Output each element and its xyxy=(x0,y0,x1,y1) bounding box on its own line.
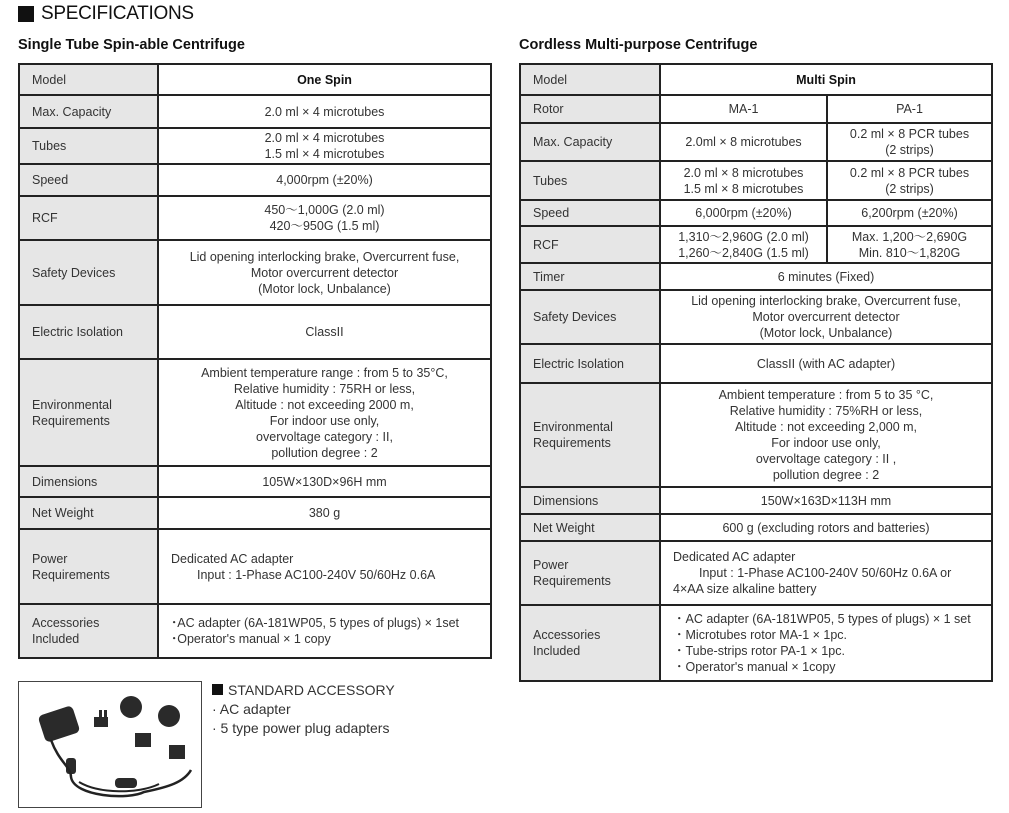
spec-row-tubes xyxy=(520,161,992,200)
spec-value xyxy=(660,64,992,95)
spec-row-max-capacity xyxy=(520,123,992,161)
spec-label: Speed xyxy=(520,200,660,226)
spec-value-line: 1.5 ml × 8 microtubes xyxy=(683,181,804,196)
spec-label: Environmental Requirements xyxy=(520,383,660,487)
spec-value xyxy=(158,240,491,305)
spec-row-speed xyxy=(19,164,491,196)
spec-label: Speed xyxy=(19,164,158,196)
spec-value-line: ClassII (with AC adapter) xyxy=(756,356,896,371)
spec-label: RCF xyxy=(19,196,158,240)
spec-value-line: 1,310～2,960G (2.0 ml) xyxy=(678,229,809,244)
spec-value-line: 450～1,000G (2.0 ml) xyxy=(264,203,385,217)
spec-row-power-requirements xyxy=(19,529,491,604)
spec-value xyxy=(660,344,992,383)
spec-value-line: Input : 1-Phase AC100-240V 50/60Hz 0.6A or xyxy=(699,566,952,580)
spec-row-accessories-included xyxy=(19,604,491,658)
page-title xyxy=(18,3,194,25)
spec-value xyxy=(158,95,491,128)
spec-label: Max. Capacity xyxy=(19,95,158,128)
accessory-item: · 5 type power plug adapters xyxy=(212,720,390,736)
square-bullet-icon xyxy=(212,684,223,695)
spec-value xyxy=(158,128,491,164)
spec-value-line: ・Tube-strips rotor PA-1 × 1pc. xyxy=(673,644,845,658)
spec-value xyxy=(660,200,827,226)
spec-label: Safety Devices xyxy=(19,240,158,305)
spec-value xyxy=(158,529,491,604)
spec-value xyxy=(660,290,992,344)
spec-value-line: pollution degree : 2 xyxy=(772,468,880,482)
spec-row-model xyxy=(520,64,992,95)
spec-row-accessories-included xyxy=(520,605,992,681)
spec-label: Model xyxy=(19,64,158,95)
spec-row-net-weight xyxy=(520,514,992,541)
spec-value xyxy=(660,605,992,681)
accessory-item: · AC adapter xyxy=(212,701,291,717)
spec-row-safety-devices xyxy=(520,290,992,344)
spec-label: Safety Devices xyxy=(520,290,660,344)
spec-value-line: 380 g xyxy=(308,506,341,520)
right-table-heading: Cordless Multi-purpose Centrifuge xyxy=(519,37,758,53)
spec-value-line: 2.0 ml × 8 microtubes xyxy=(683,165,804,180)
spec-value-line: 2.0 ml × 4 microtubes xyxy=(264,131,385,145)
spec-row-rcf xyxy=(19,196,491,240)
spec-value-line: ClassII xyxy=(305,325,344,339)
square-bullet-icon xyxy=(18,6,34,22)
spec-value-line: Input : 1-Phase AC100-240V 50/60Hz 0.6A xyxy=(197,567,436,582)
ac-adapter-photo xyxy=(18,681,202,808)
spec-value xyxy=(158,64,491,95)
spec-label: Accessories Included xyxy=(19,604,158,658)
spec-value-line: 2.0 ml × 4 microtubes xyxy=(264,104,385,119)
spec-value-line: ・AC adapter (6A-181WP05, 5 types of plugs) × 1 set xyxy=(673,612,971,626)
spec-row-rotor xyxy=(520,95,992,123)
spec-value xyxy=(660,487,992,514)
spec-value xyxy=(827,226,992,263)
spec-value xyxy=(158,604,491,658)
spec-value-line: 105W×130D×96H mm xyxy=(262,474,387,489)
spec-label: Dimensions xyxy=(19,466,158,497)
spec-value-line: Altitude : not exceeding 2000 m, xyxy=(235,397,414,412)
spec-value xyxy=(660,263,992,290)
spec-value xyxy=(158,359,491,466)
spec-label: Tubes xyxy=(520,161,660,200)
spec-label: Tubes xyxy=(19,128,158,164)
spec-value-line: Lid opening interlocking brake, Overcurrent fuse, xyxy=(691,294,961,308)
spec-value-line: Relative humidity : 75%RH or less, xyxy=(729,404,923,418)
spec-label: Power Requirements xyxy=(19,529,158,604)
spec-row-speed xyxy=(520,200,992,226)
spec-row-dimensions xyxy=(19,466,491,497)
spec-value-line: Min. 810～1,820G xyxy=(858,245,961,260)
spec-label: Net Weight xyxy=(19,497,158,529)
spec-value-line: For indoor use only, xyxy=(269,413,380,428)
spec-value-line: pollution degree : 2 xyxy=(271,445,378,460)
spec-value-line: Motor overcurrent detector xyxy=(752,310,900,324)
spec-value-line: ･AC adapter (6A-181WP05, 5 types of plugs) × 1set xyxy=(171,616,460,630)
spec-value-line: (2 strips) xyxy=(885,181,934,196)
standard-accessory-heading: STANDARD ACCESSORY xyxy=(228,682,395,698)
spec-value xyxy=(660,514,992,541)
spec-label: Rotor xyxy=(520,95,660,123)
spec-value-line: 2.0ml × 8 microtubes xyxy=(685,135,802,149)
spec-label: Electric Isolation xyxy=(520,344,660,383)
spec-label: Max. Capacity xyxy=(520,123,660,161)
spec-label: Net Weight xyxy=(520,514,660,541)
spec-value-line: 600 g (excluding rotors and batteries) xyxy=(722,520,930,535)
spec-value xyxy=(660,123,827,161)
spec-value-line: Dedicated AC adapter xyxy=(171,551,294,566)
spec-value-line: (Motor lock, Unbalance) xyxy=(258,281,391,296)
spec-value-line: overvoltage category : II, xyxy=(256,429,393,444)
spec-value-line: Multi Spin xyxy=(796,72,856,87)
spec-value-line: Ambient temperature range : from 5 to 35°C, xyxy=(201,365,448,380)
spec-value xyxy=(158,466,491,497)
spec-value xyxy=(660,541,992,605)
spec-value xyxy=(660,383,992,487)
left-table-heading: Single Tube Spin-able Centrifuge xyxy=(18,37,245,53)
spec-value-line: 6,000rpm (±20%) xyxy=(695,206,792,220)
spec-value-line: Max. 1,200～2,690G xyxy=(851,229,968,244)
spec-value-line: ･Operator's manual × 1 copy xyxy=(171,632,331,646)
spec-value-line: Motor overcurrent detector xyxy=(250,265,399,280)
spec-label: RCF xyxy=(520,226,660,263)
spec-value-line: ・Operator's manual × 1copy xyxy=(673,660,836,674)
spec-row-net-weight xyxy=(19,497,491,529)
spec-value xyxy=(660,226,827,263)
spec-row-dimensions xyxy=(520,487,992,514)
spec-row-electric-isolation xyxy=(19,305,491,359)
spec-value xyxy=(158,196,491,240)
spec-value xyxy=(827,161,992,200)
spec-value-line: 4×AA size alkaline battery xyxy=(673,582,817,596)
page-title-text: SPECIFICATIONS xyxy=(41,3,194,24)
spec-value-line: (2 strips) xyxy=(885,143,934,157)
spec-value-line: 1,260～2,840G (1.5 ml) xyxy=(678,245,809,260)
spec-label: Dimensions xyxy=(520,487,660,514)
spec-value-line: 150W×163D×113H mm xyxy=(760,493,892,508)
spec-value-line: Lid opening interlocking brake, Overcurrent fuse, xyxy=(189,249,460,264)
spec-value-line: overvoltage category : II , xyxy=(755,452,897,466)
spec-value-line: For indoor use only, xyxy=(771,436,881,450)
standard-accessory xyxy=(212,681,395,738)
spec-row-environmental-requirements xyxy=(520,383,992,487)
spec-row-tubes xyxy=(19,128,491,164)
spec-value-line: MA-1 xyxy=(728,102,759,116)
spec-row-max-capacity xyxy=(19,95,491,128)
spec-row-power-requirements xyxy=(520,541,992,605)
spec-value xyxy=(660,161,827,200)
spec-value xyxy=(827,95,992,123)
spec-value-line: Altitude : not exceeding 2,000 m, xyxy=(734,420,918,434)
spec-value xyxy=(660,95,827,123)
spec-value-line: One Spin xyxy=(297,72,352,87)
spec-value-line: PA-1 xyxy=(896,102,923,116)
spec-value-line: 6,200rpm (±20%) xyxy=(861,206,958,220)
spec-value-line: 6 minutes (Fixed) xyxy=(777,269,875,284)
spec-value-line: Dedicated AC adapter xyxy=(673,550,796,564)
spec-value-line: 420～950G (1.5 ml) xyxy=(269,219,380,233)
spec-label: Electric Isolation xyxy=(19,305,158,359)
spec-row-timer xyxy=(520,263,992,290)
spec-row-safety-devices xyxy=(19,240,491,305)
multi-spin-spec-table xyxy=(519,63,993,682)
spec-value-line: 0.2 ml × 8 PCR tubes xyxy=(849,127,970,141)
spec-value-line: Ambient temperature : from 5 to 35 °C, xyxy=(718,388,934,402)
spec-label: Model xyxy=(520,64,660,95)
spec-label: Environmental Requirements xyxy=(19,359,158,466)
spec-label: Timer xyxy=(520,263,660,290)
spec-row-rcf xyxy=(520,226,992,263)
spec-value xyxy=(827,200,992,226)
spec-value-line: 0.2 ml × 8 PCR tubes xyxy=(849,165,970,180)
spec-value-line: 1.5 ml × 4 microtubes xyxy=(264,147,385,161)
spec-row-environmental-requirements xyxy=(19,359,491,466)
spec-label: Accessories Included xyxy=(520,605,660,681)
one-spin-spec-table xyxy=(18,63,492,659)
spec-value xyxy=(827,123,992,161)
spec-label: Power Requirements xyxy=(520,541,660,605)
spec-value-line: (Motor lock, Unbalance) xyxy=(759,326,893,340)
spec-row-electric-isolation xyxy=(520,344,992,383)
spec-row-model xyxy=(19,64,491,95)
spec-value-line: ・Microtubes rotor MA-1 × 1pc. xyxy=(673,628,848,642)
spec-value xyxy=(158,497,491,529)
spec-value xyxy=(158,164,491,196)
spec-value-line: 4,000rpm (±20%) xyxy=(276,173,373,187)
spec-value-line: Relative humidity : 75RH or less, xyxy=(233,381,416,396)
spec-value xyxy=(158,305,491,359)
